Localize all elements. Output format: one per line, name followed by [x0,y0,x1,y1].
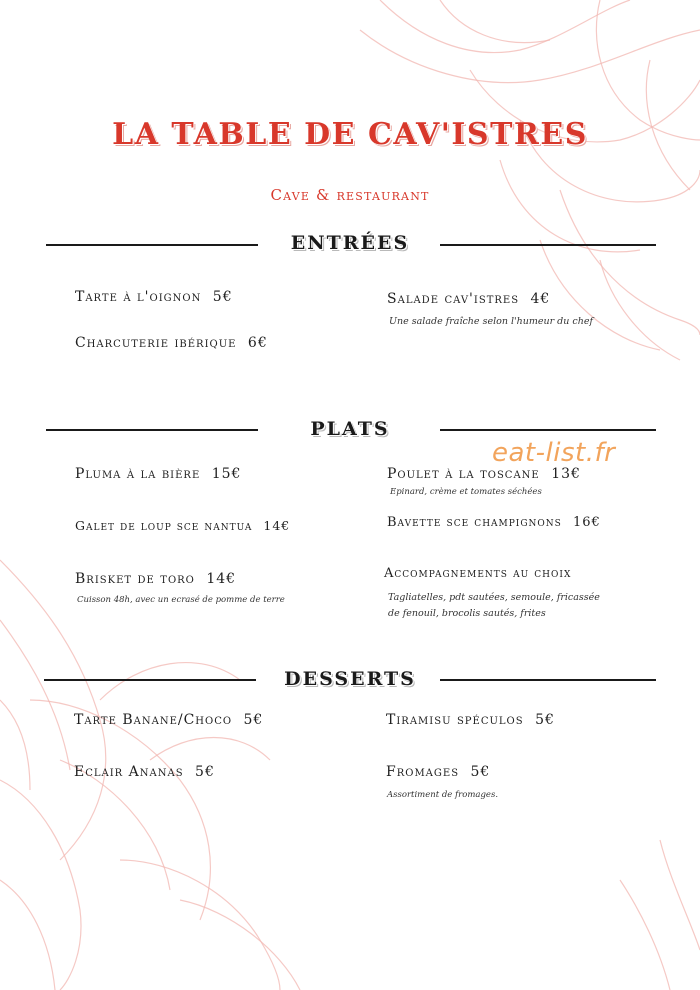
menu-item [74,712,263,728]
item-name: Salade cav'istres [387,291,520,307]
item-price: 5€ [535,712,555,728]
item-price: 5€ [470,764,491,780]
restaurant-title: LA TABLE DE CAV'ISTRES [112,117,588,152]
item-price: 16€ [573,515,601,530]
item-name: Eclair Ananas [74,764,184,780]
item-price: 5€ [212,289,233,305]
item-name: Charcuterie ibérique [75,335,237,351]
item-price: 5€ [243,712,264,728]
menu-item [75,571,236,587]
menu-item [75,289,233,305]
menu-item [75,335,268,351]
item-name: Galet de loup sce nantua [75,518,253,533]
item-price: 14€ [263,518,291,533]
restaurant-subtitle: Cave & restaurant [270,186,430,204]
menu-item [75,466,241,482]
item-name: Tiramisu spéculos [386,712,524,728]
entrees-heading: ENTRÉES [290,232,410,254]
item-price: 14€ [206,571,237,587]
item-name: Tarte à l'oignon [75,289,202,305]
item-description: Cuisson 48h, avec un ecrasé de pomme de terre [77,595,285,605]
desserts-heading: DESSERTS [284,668,416,690]
item-name: Poulet à la toscane [387,466,540,482]
site-watermark: eat-list.fr [492,438,616,468]
item-name: Tarte Banane/Choco [74,712,233,728]
item-description: Assortiment de fromages. [387,790,499,800]
menu-item [387,515,601,530]
item-description: Tagliatelles, pdt sautées, semoule, fricassée [388,592,600,603]
item-price: 13€ [551,466,581,482]
item-description: Une salade fraîche selon l'humeur du chef [389,316,593,327]
item-name: Bavette sce champignons [387,515,562,530]
item-description: Epinard, crème et tomates séchées [390,487,542,497]
menu-item [75,518,290,533]
menu-item [386,712,555,728]
menu-item [387,291,550,307]
item-name: Brisket de toro [75,571,195,587]
item-price: 6€ [247,335,268,351]
item-name: Accompagnements au choix [384,566,572,581]
menu-item [384,566,571,581]
menu-item [386,764,490,780]
item-price: 5€ [195,764,215,780]
menu-item [387,466,581,482]
item-name: Fromages [386,764,460,780]
item-description: de fenouil, brocolis sautés, frites [388,608,546,619]
item-price: 4€ [530,291,551,307]
item-price: 15€ [211,466,242,482]
menu-item [74,764,215,780]
item-name: Pluma à la bière [75,466,201,482]
plats-heading: PLATS [310,418,390,440]
